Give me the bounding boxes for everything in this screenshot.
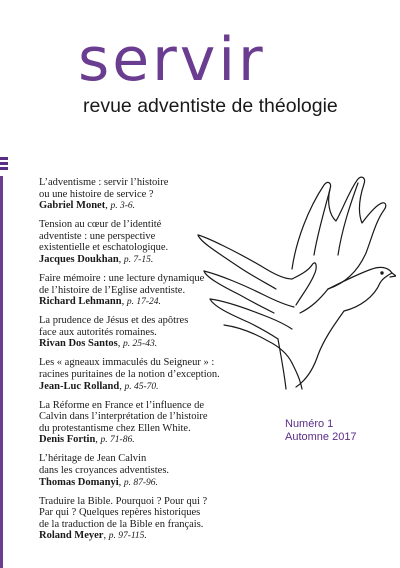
edge-mark — [0, 157, 8, 160]
hand-dove-shadow-icon — [196, 175, 396, 390]
toc-article-title: La Réforme en France et l’influence de Calvin dans l’interprétation de l’histoire du protestantisme chez Ellen White. — [39, 399, 208, 434]
toc-author-line: Richard Lehmann, p. 17-24. — [39, 296, 161, 308]
issue-season: Automne 2017 — [285, 431, 357, 443]
toc-author-line: Denis Fortin, p. 71-86. — [39, 434, 135, 446]
issue-info — [285, 418, 357, 444]
toc-pages: p. 97-115. — [108, 531, 147, 542]
masthead-title: servir — [78, 25, 266, 95]
toc-author-line: Jean-Luc Rolland, p. 45-70. — [39, 380, 159, 392]
masthead-subtitle: revue adventiste de théologie — [83, 95, 338, 117]
edge-mark — [0, 162, 8, 165]
toc-author: Jean-Luc Rolland — [39, 380, 120, 392]
toc-author: Rivan Dos Santos — [39, 338, 118, 350]
toc-author-line: Jacques Doukhan, p. 7-15. — [39, 253, 154, 265]
toc-entry — [39, 453, 319, 488]
toc-article-title: Tension au cœur de l’identité adventiste : une perspective existentielle et eschatologique. — [39, 219, 169, 254]
toc-article-title: Faire mémoire : une lecture dynamique de l’histoire de l’Eglise adventiste. — [39, 272, 205, 296]
toc-entry — [39, 400, 319, 447]
toc-pages: p. 17-24. — [126, 297, 161, 308]
edge-mark — [0, 167, 8, 170]
toc-pages: p. 25-43. — [123, 339, 158, 350]
toc-article-title: La prudence de Jésus et des apôtres face aux autorités romaines. — [39, 315, 189, 338]
toc-author: Gabriel Monet — [39, 200, 106, 212]
toc-author-line: Rivan Dos Santos, p. 25-43. — [39, 338, 158, 350]
edge-strip — [0, 176, 3, 568]
issue-number: Numéro 1 — [285, 418, 334, 430]
toc-pages: p. 71-86. — [100, 435, 135, 446]
toc-author: Jacques Doukhan — [39, 253, 119, 265]
edge-marks — [0, 157, 10, 172]
toc-author: Richard Lehmann — [39, 296, 122, 308]
toc-author-line: Roland Meyer, p. 97-115. — [39, 530, 147, 542]
toc-article-title: L’adventisme : servir l’histoire ou une histoire de service ? — [39, 177, 169, 200]
toc-article-title: Les « agneaux immaculés du Seigneur » : racines puritaines de la notion d’exception. — [39, 357, 220, 380]
toc-article-title: L’héritage de Jean Calvin dans les croyances adventistes. — [39, 453, 170, 476]
toc-author: Denis Fortin — [39, 434, 96, 446]
toc-pages: p. 7-15. — [123, 254, 154, 265]
toc-entry — [39, 496, 319, 543]
toc-author: Roland Meyer — [39, 530, 104, 542]
toc-pages: p. 3-6. — [110, 201, 135, 212]
toc-author: Thomas Domanyi — [39, 476, 119, 488]
toc-author-line: Thomas Domanyi, p. 87-96. — [39, 476, 158, 488]
toc-article-title: Traduire la Bible. Pourquoi ? Pour qui ? Par qui ? Quelques repères historiques de la traduction de la Bible en français. — [39, 495, 208, 530]
toc-pages: p. 87-96. — [123, 477, 158, 488]
toc-author-line: Gabriel Monet, p. 3-6. — [39, 200, 135, 212]
toc-pages: p. 45-70. — [124, 381, 159, 392]
